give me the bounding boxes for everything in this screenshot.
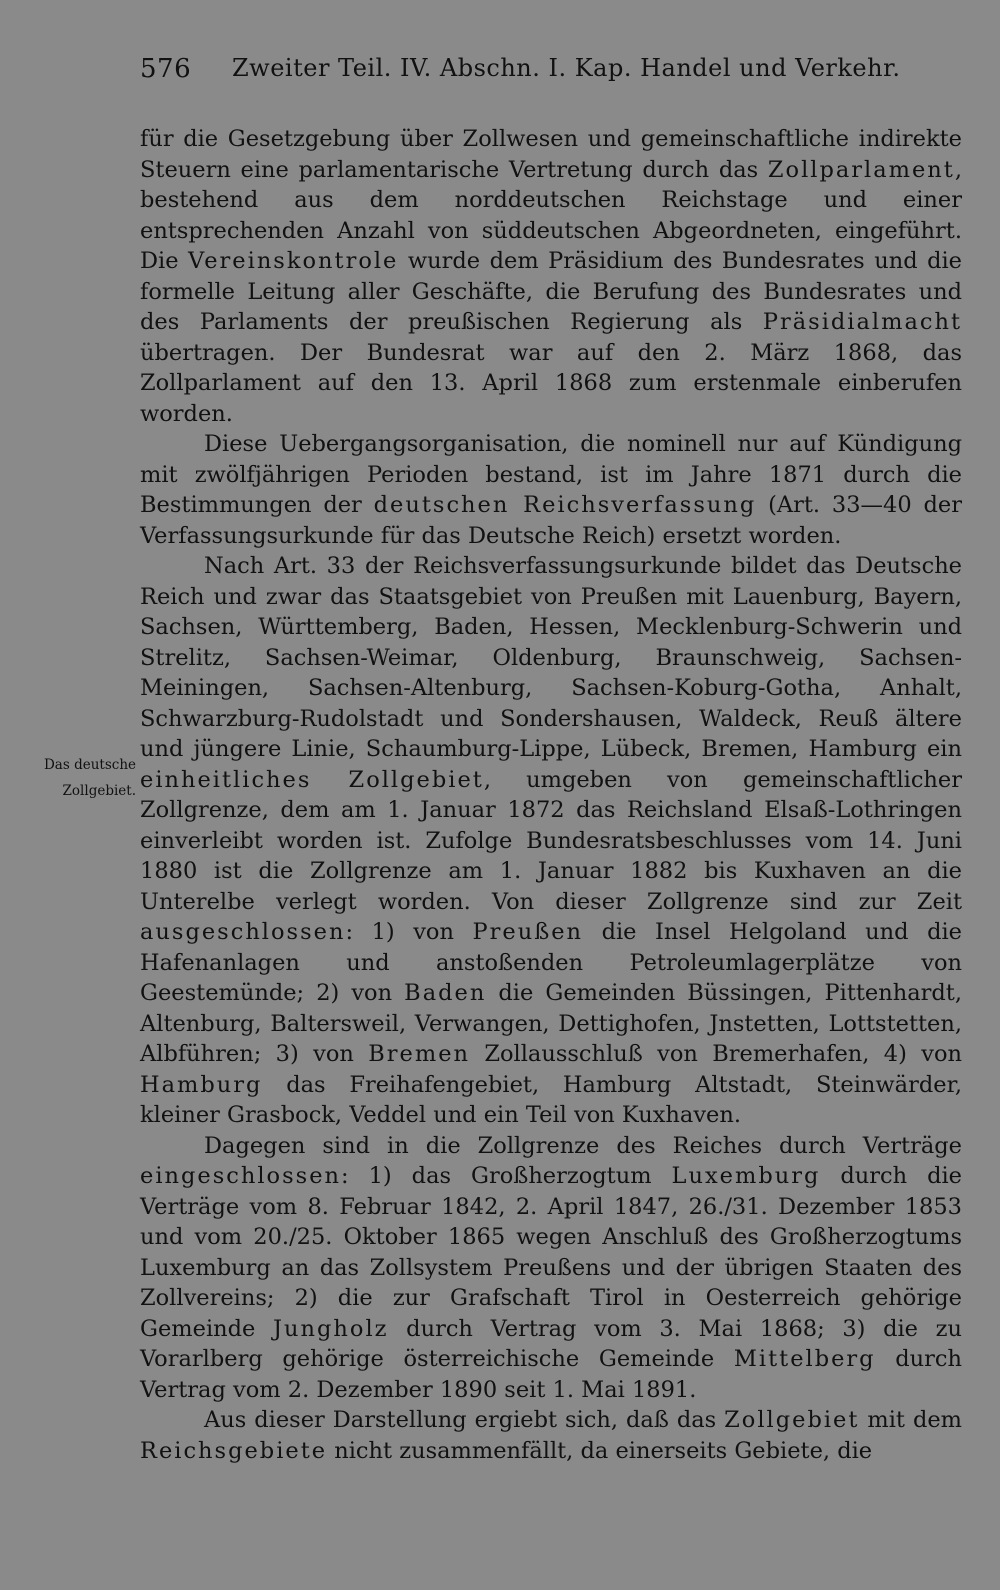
spaced-term: Bremen xyxy=(368,1041,470,1067)
marginal-note xyxy=(8,752,136,804)
text-run: durch Vertrag vom 3. Mai 1868; 3) die zu Vorarlberg gehörige österreichische Gemeinde xyxy=(140,1315,962,1372)
text-run: durch Vertrag vom 2. Dezember 1890 seit 1. Mai 1891. xyxy=(140,1346,962,1403)
text-run: die Insel Helgoland und die Hafenanlagen und anstoßenden Petroleumlagerplätze von Geestemünde; 2) von xyxy=(140,919,962,1006)
paragraph xyxy=(140,1131,962,1406)
spaced-term: Zollparlament xyxy=(767,156,955,183)
text-run: für die Gesetzgebung über Zollwesen und gemeinschaftliche indirekte Steuern eine parlamentarische Vertretung durch das xyxy=(140,126,962,183)
text-run: : 1) von xyxy=(345,919,473,945)
spaced-term: Baden xyxy=(404,980,487,1006)
text-run: das Freihafengebiet, Hamburg Altstadt, Steinwärder, kleiner Grasbock, Veddel und ein Teil von Kuxhaven. xyxy=(140,1071,962,1128)
spaced-term: ausgeschlossen xyxy=(140,919,346,945)
spaced-term: Zollgebiet xyxy=(724,1407,860,1433)
text-run: mit dem xyxy=(859,1407,962,1433)
text-run: Aus dieser Darstellung ergiebt sich, daß das xyxy=(204,1407,725,1433)
spaced-term: einheitliches Zollgebiet xyxy=(140,766,484,793)
running-head xyxy=(140,54,960,94)
text-run: (Art. 33—40 der Verfassungsurkunde für das Deutsche Reich) ersetzt worden. xyxy=(140,492,962,549)
text-run: Dagegen sind in die Zollgrenze des Reiches durch Verträge xyxy=(204,1132,962,1159)
marginal-note-line: Zollgebiet. xyxy=(62,783,136,799)
text-run: die Gemeinden Büssingen, Pittenhardt, Altenburg, Balterswеil, Verwangen, Dettighofen, Jnstetten, Lottstetten, Albführen; 3) von xyxy=(140,980,962,1067)
page-number: 576 xyxy=(140,54,192,84)
text-run: nicht zusammenfällt, da einerseits Gebiete, die xyxy=(327,1437,873,1464)
spaced-term: Jungholz xyxy=(273,1315,389,1342)
paragraph xyxy=(140,551,962,1131)
text-run: durch die Verträge vom 8. Februar 1842, 2. April 1847, 26./31. Dezember 1853 und vom 20./25. Oktober 1865 wegen Anschluß des Großherzogtums Luxemburg an das Zollsystem Preußens und der übrigen Staaten des Zollvereins; 2) die zur Grafschaft Tirol in Oesterreich gehörige Gemeinde xyxy=(140,1163,963,1342)
text-run: , umgeben von gemeinschaftlicher Zollgrenze, dem am 1. Januar 1872 das Reichsland Elsaß-Lothringen einverleibt worden ist. Zufolge Bundesratsbeschlusses vom 14. Juni 1880 ist die Zollgrenze am 1. Januar 1882 bis Kuxhaven an die Unterelbe verlegt worden. Von dieser Zollgrenze sind zur Zeit xyxy=(140,766,962,915)
paragraph xyxy=(140,124,962,429)
text-run: übertragen. Der Bundesrat war auf den 2. März 1868, das Zollparlament auf den 13. April 1868 zum erstenmale einberufen worden. xyxy=(140,339,962,427)
running-title: Zweiter Teil. IV. Abschn. I. Kap. Handel und Verkehr. xyxy=(232,54,901,82)
spaced-term: Mittelberg xyxy=(733,1346,876,1372)
body-text xyxy=(140,124,962,1466)
text-run: , bestehend aus dem norddeutschen Reichstage und einer entsprechenden Anzahl von süddeutschen Abgeordneten, eingeführt. Die xyxy=(140,156,962,274)
spaced-term: Preußen xyxy=(472,919,584,945)
text-run: : 1) das Großherzogtum xyxy=(341,1163,672,1189)
spaced-term: Präsidialmacht xyxy=(762,309,962,335)
spaced-term: eingeschlossen xyxy=(140,1163,342,1189)
spaced-term: Hamburg xyxy=(140,1071,263,1098)
spaced-term: Luxemburg xyxy=(671,1163,821,1189)
spaced-term: deutschen Reichsverfassung xyxy=(373,492,757,518)
text-run: wurde dem Präsidium des Bundesrates und die formelle Leitung aller Geschäfte, die Berufung des Bundesrates und des Parlaments der preußischen Regierung als xyxy=(140,248,962,335)
paragraph xyxy=(140,1405,962,1466)
text-run: Zollausschluß von Bremerhafen, 4) von xyxy=(470,1041,962,1067)
text-run: Nach Art. 33 der Reichsverfassungsurkunde bildet das Deutsche Reich und zwar das Staatsgebiet von Preußen mit Lauenburg, Bayern, Sachsen, Württemberg, Baden, Hessen, Mecklenburg-Schwerin und Strelitz, Sachsen-Weimar, Oldenburg, Braunschweig, Sachsen-Meiningen, Sachsen-Altenburg, Sachsen-Koburg-Gotha, Anhalt, Schwarzburg-Rudolstadt und Sondershausen, Waldeck, Reuß ältere und jüngere Linie, Schaumburg-Lippe, Lübeck, Bremen, Hamburg ein xyxy=(140,553,962,762)
spaced-term: Vereinskontrole xyxy=(188,248,399,274)
paragraph xyxy=(140,429,962,551)
spaced-term: Reichsgebiete xyxy=(140,1437,328,1464)
marginal-note-line: Das deutsche xyxy=(43,757,136,773)
text-run: Diese Uebergangsorganisation, die nominell nur auf Kündigung mit zwölfjährigen Perioden bestand, ist im Jahre 1871 durch die Bestimmungen der xyxy=(140,431,962,518)
